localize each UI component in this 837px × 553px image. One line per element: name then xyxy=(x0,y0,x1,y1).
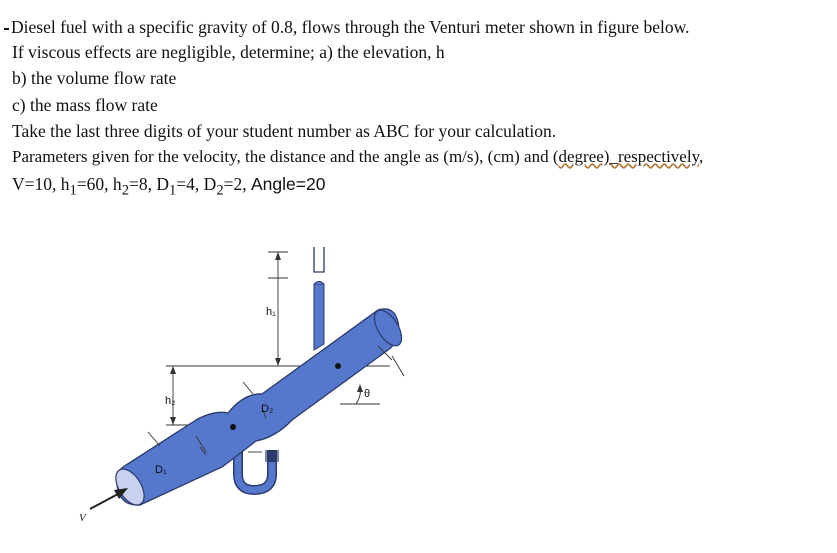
label-velocity: V xyxy=(79,512,86,524)
problem-line-1: Diesel fuel with a specific gravity of 0.8, flows through the Venturi meter shown in figure below. xyxy=(4,17,689,37)
label-d1: D₁ xyxy=(155,464,167,476)
parameters-line: V=10, $h_1=60$, $h_2=8$, $D_1=4$, $D_2=2$, Angle=20 xyxy=(12,174,326,199)
label-d2: D₂ xyxy=(261,403,274,415)
problem-line-6: Parameters given for the velocity, the distance and the angle as (m/s), (cm) and (degree)_respectively, xyxy=(12,147,704,166)
pressure-point-throat xyxy=(230,424,236,430)
label-h2: h₂ xyxy=(165,395,176,407)
problem-line-4: c) the mass flow rate xyxy=(12,95,158,115)
problem-line-2: If viscous effects are negligible, determine; a) the elevation, h xyxy=(12,42,445,62)
problem-line-5: Take the last three digits of your student number as ABC for your calculation. xyxy=(12,121,557,141)
angle-arrow xyxy=(357,384,363,392)
underlined-text: degree)_respectively xyxy=(558,147,699,166)
upper-tap xyxy=(314,330,324,350)
problem-line-3: b) the volume flow rate xyxy=(12,68,177,88)
pressure-point-upper xyxy=(335,363,341,369)
manometer-upper xyxy=(314,247,324,344)
label-theta: θ xyxy=(364,388,371,400)
label-h1: h₁ xyxy=(266,306,276,318)
flow-arrow-line xyxy=(90,494,118,509)
